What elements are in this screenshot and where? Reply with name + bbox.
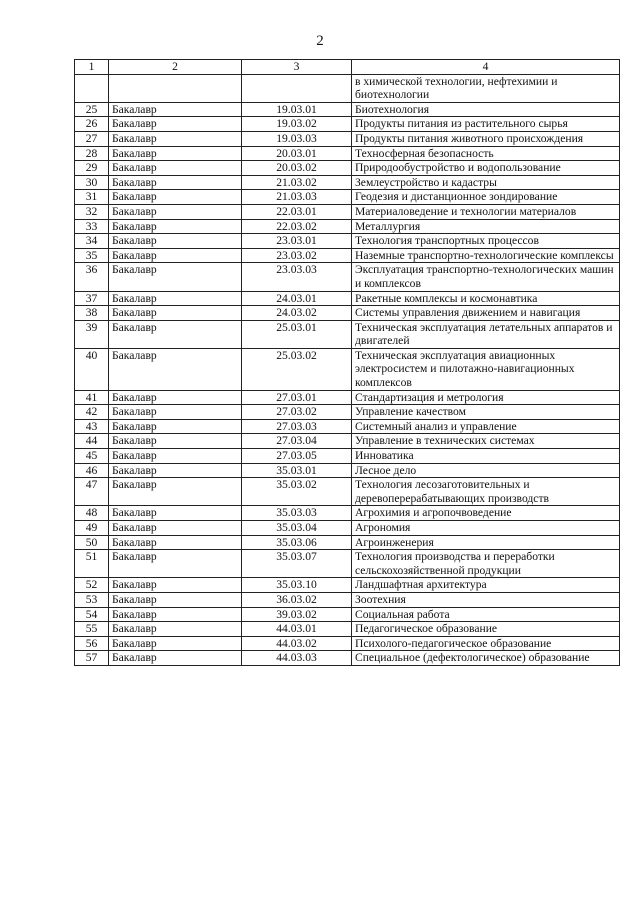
level-cell: Бакалавр: [109, 219, 242, 234]
code-cell: 21.03.03: [242, 190, 352, 205]
program-name-cell: Управление в технических системах: [352, 434, 620, 449]
level-cell: Бакалавр: [109, 506, 242, 521]
table-row: [75, 636, 620, 651]
program-name-cell: Лесное дело: [352, 463, 620, 478]
program-name-cell: Землеустройство и кадастры: [352, 175, 620, 190]
code-cell: 35.03.04: [242, 521, 352, 536]
row-number-cell: 53: [75, 592, 109, 607]
row-number-cell: 55: [75, 622, 109, 637]
row-number-cell: 56: [75, 636, 109, 651]
code-cell: 19.03.03: [242, 131, 352, 146]
program-name-cell: Инноватика: [352, 449, 620, 464]
table-row: [75, 161, 620, 176]
table-row: [75, 434, 620, 449]
row-number-cell: 48: [75, 506, 109, 521]
row-number-cell: 31: [75, 190, 109, 205]
level-cell: Бакалавр: [109, 463, 242, 478]
program-name-cell: Металлургия: [352, 219, 620, 234]
code-cell: 23.03.02: [242, 248, 352, 263]
row-number-cell: 52: [75, 578, 109, 593]
row-number-cell: 30: [75, 175, 109, 190]
column-header: 3: [242, 60, 352, 75]
row-number-cell: 57: [75, 651, 109, 666]
program-name-cell: Агроинженерия: [352, 535, 620, 550]
level-cell: Бакалавр: [109, 419, 242, 434]
code-cell: 21.03.02: [242, 175, 352, 190]
level-cell: Бакалавр: [109, 607, 242, 622]
code-cell: 27.03.03: [242, 419, 352, 434]
row-number-cell: 26: [75, 117, 109, 132]
code-cell: 35.03.06: [242, 535, 352, 550]
table-row: [75, 102, 620, 117]
row-number-cell: 39: [75, 320, 109, 348]
code-cell: 44.03.01: [242, 622, 352, 637]
row-number-cell: 33: [75, 219, 109, 234]
code-cell: 27.03.05: [242, 449, 352, 464]
level-cell: Бакалавр: [109, 146, 242, 161]
level-cell: Бакалавр: [109, 390, 242, 405]
program-name-cell: Педагогическое образование: [352, 622, 620, 637]
level-cell: Бакалавр: [109, 521, 242, 536]
level-cell: Бакалавр: [109, 190, 242, 205]
level-cell: Бакалавр: [109, 234, 242, 249]
row-number-cell: 25: [75, 102, 109, 117]
program-name-cell: Стандартизация и метрология: [352, 390, 620, 405]
code-cell: 36.03.02: [242, 592, 352, 607]
program-name-cell: Зоотехния: [352, 592, 620, 607]
code-cell: 25.03.01: [242, 320, 352, 348]
row-number-cell: 40: [75, 348, 109, 390]
table-row: [75, 306, 620, 321]
program-name-cell: Продукты питания из растительного сырья: [352, 117, 620, 132]
row-number-cell: 44: [75, 434, 109, 449]
row-number-cell: 28: [75, 146, 109, 161]
row-number-cell: 37: [75, 291, 109, 306]
level-cell: Бакалавр: [109, 348, 242, 390]
program-name-cell: Биотехнология: [352, 102, 620, 117]
program-name-cell: Психолого-педагогическое образование: [352, 636, 620, 651]
table-row: [75, 607, 620, 622]
code-cell: 27.03.02: [242, 405, 352, 420]
program-name-cell: Специальное (дефектологическое) образование: [352, 651, 620, 666]
table-row: [75, 419, 620, 434]
code-cell: 20.03.02: [242, 161, 352, 176]
level-cell: Бакалавр: [109, 131, 242, 146]
level-cell: Бакалавр: [109, 204, 242, 219]
row-number-cell: 29: [75, 161, 109, 176]
row-number-cell: 32: [75, 204, 109, 219]
table-row: [75, 550, 620, 578]
level-cell: Бакалавр: [109, 320, 242, 348]
program-name-cell: Природообустройство и водопользование: [352, 161, 620, 176]
column-header: 1: [75, 60, 109, 75]
row-number-cell: 46: [75, 463, 109, 478]
level-cell: Бакалавр: [109, 592, 242, 607]
row-number-cell: 38: [75, 306, 109, 321]
level-cell: Бакалавр: [109, 434, 242, 449]
table-row: [75, 390, 620, 405]
code-cell: 35.03.01: [242, 463, 352, 478]
table-row: [75, 291, 620, 306]
level-cell: Бакалавр: [109, 117, 242, 132]
code-cell: 27.03.04: [242, 434, 352, 449]
level-cell: Бакалавр: [109, 291, 242, 306]
level-cell: Бакалавр: [109, 263, 242, 291]
code-cell: 44.03.02: [242, 636, 352, 651]
row-number-cell: 51: [75, 550, 109, 578]
continuation-row: [75, 74, 620, 102]
program-name-cell: Продукты питания животного происхождения: [352, 131, 620, 146]
level-cell: Бакалавр: [109, 175, 242, 190]
table-row: [75, 535, 620, 550]
level-cell: [109, 74, 242, 102]
code-cell: 25.03.02: [242, 348, 352, 390]
code-cell: 35.03.07: [242, 550, 352, 578]
code-cell: 39.03.02: [242, 607, 352, 622]
level-cell: Бакалавр: [109, 306, 242, 321]
table-row: [75, 405, 620, 420]
level-cell: Бакалавр: [109, 102, 242, 117]
program-name-cell: Техническая эксплуатация летательных аппаратов и двигателей: [352, 320, 620, 348]
program-name-cell: Геодезия и дистанционное зондирование: [352, 190, 620, 205]
code-cell: [242, 74, 352, 102]
code-cell: 24.03.01: [242, 291, 352, 306]
row-number-cell: 50: [75, 535, 109, 550]
program-name-cell: Эксплуатация транспортно-технологических машин и комплексов: [352, 263, 620, 291]
program-name-cell: в химической технологии, нефтехимии и биотехнологии: [352, 74, 620, 102]
row-number-cell: [75, 74, 109, 102]
table-row: [75, 204, 620, 219]
program-name-cell: Технология лесозаготовительных и деревоперерабатывающих производств: [352, 478, 620, 506]
table-row: [75, 175, 620, 190]
table-row: [75, 463, 620, 478]
program-name-cell: Наземные транспортно-технологические комплексы: [352, 248, 620, 263]
row-number-cell: 35: [75, 248, 109, 263]
program-name-cell: Ландшафтная архитектура: [352, 578, 620, 593]
level-cell: Бакалавр: [109, 651, 242, 666]
code-cell: 27.03.01: [242, 390, 352, 405]
level-cell: Бакалавр: [109, 405, 242, 420]
programs-table: [74, 59, 620, 666]
table-row: [75, 146, 620, 161]
table-row: [75, 622, 620, 637]
table-row: [75, 521, 620, 536]
table-row: [75, 263, 620, 291]
level-cell: Бакалавр: [109, 248, 242, 263]
table-row: [75, 131, 620, 146]
table-row: [75, 234, 620, 249]
row-number-cell: 41: [75, 390, 109, 405]
row-number-cell: 49: [75, 521, 109, 536]
row-number-cell: 54: [75, 607, 109, 622]
table-row: [75, 592, 620, 607]
table-row: [75, 651, 620, 666]
program-name-cell: Техносферная безопасность: [352, 146, 620, 161]
program-name-cell: Технология производства и переработки сельскохозяйственной продукции: [352, 550, 620, 578]
program-name-cell: Системы управления движением и навигация: [352, 306, 620, 321]
code-cell: 23.03.03: [242, 263, 352, 291]
row-number-cell: 43: [75, 419, 109, 434]
code-cell: 19.03.02: [242, 117, 352, 132]
table-row: [75, 117, 620, 132]
level-cell: Бакалавр: [109, 161, 242, 176]
row-number-cell: 45: [75, 449, 109, 464]
table-row: [75, 478, 620, 506]
table-row: [75, 506, 620, 521]
column-header: 4: [352, 60, 620, 75]
program-name-cell: Материаловедение и технологии материалов: [352, 204, 620, 219]
code-cell: 35.03.03: [242, 506, 352, 521]
code-cell: 20.03.01: [242, 146, 352, 161]
level-cell: Бакалавр: [109, 478, 242, 506]
level-cell: Бакалавр: [109, 636, 242, 651]
row-number-cell: 36: [75, 263, 109, 291]
table-row: [75, 348, 620, 390]
program-name-cell: Управление качеством: [352, 405, 620, 420]
program-name-cell: Технология транспортных процессов: [352, 234, 620, 249]
level-cell: Бакалавр: [109, 535, 242, 550]
table-row: [75, 578, 620, 593]
level-cell: Бакалавр: [109, 578, 242, 593]
code-cell: 24.03.02: [242, 306, 352, 321]
level-cell: Бакалавр: [109, 449, 242, 464]
row-number-cell: 27: [75, 131, 109, 146]
table-row: [75, 449, 620, 464]
program-name-cell: Техническая эксплуатация авиационных электросистем и пилотажно-навигационных комплексов: [352, 348, 620, 390]
table-header-row: [75, 60, 620, 75]
table-row: [75, 248, 620, 263]
code-cell: 35.03.10: [242, 578, 352, 593]
code-cell: 35.03.02: [242, 478, 352, 506]
code-cell: 22.03.02: [242, 219, 352, 234]
table-row: [75, 219, 620, 234]
row-number-cell: 47: [75, 478, 109, 506]
level-cell: Бакалавр: [109, 550, 242, 578]
code-cell: 19.03.01: [242, 102, 352, 117]
level-cell: Бакалавр: [109, 622, 242, 637]
program-name-cell: Системный анализ и управление: [352, 419, 620, 434]
column-header: 2: [109, 60, 242, 75]
program-name-cell: Ракетные комплексы и космонавтика: [352, 291, 620, 306]
program-name-cell: Агрономия: [352, 521, 620, 536]
table-row: [75, 320, 620, 348]
program-name-cell: Социальная работа: [352, 607, 620, 622]
table-row: [75, 190, 620, 205]
row-number-cell: 34: [75, 234, 109, 249]
page-number: 2: [316, 33, 324, 49]
code-cell: 23.03.01: [242, 234, 352, 249]
program-name-cell: Агрохимия и агропочвоведение: [352, 506, 620, 521]
code-cell: 22.03.01: [242, 204, 352, 219]
row-number-cell: 42: [75, 405, 109, 420]
code-cell: 44.03.03: [242, 651, 352, 666]
